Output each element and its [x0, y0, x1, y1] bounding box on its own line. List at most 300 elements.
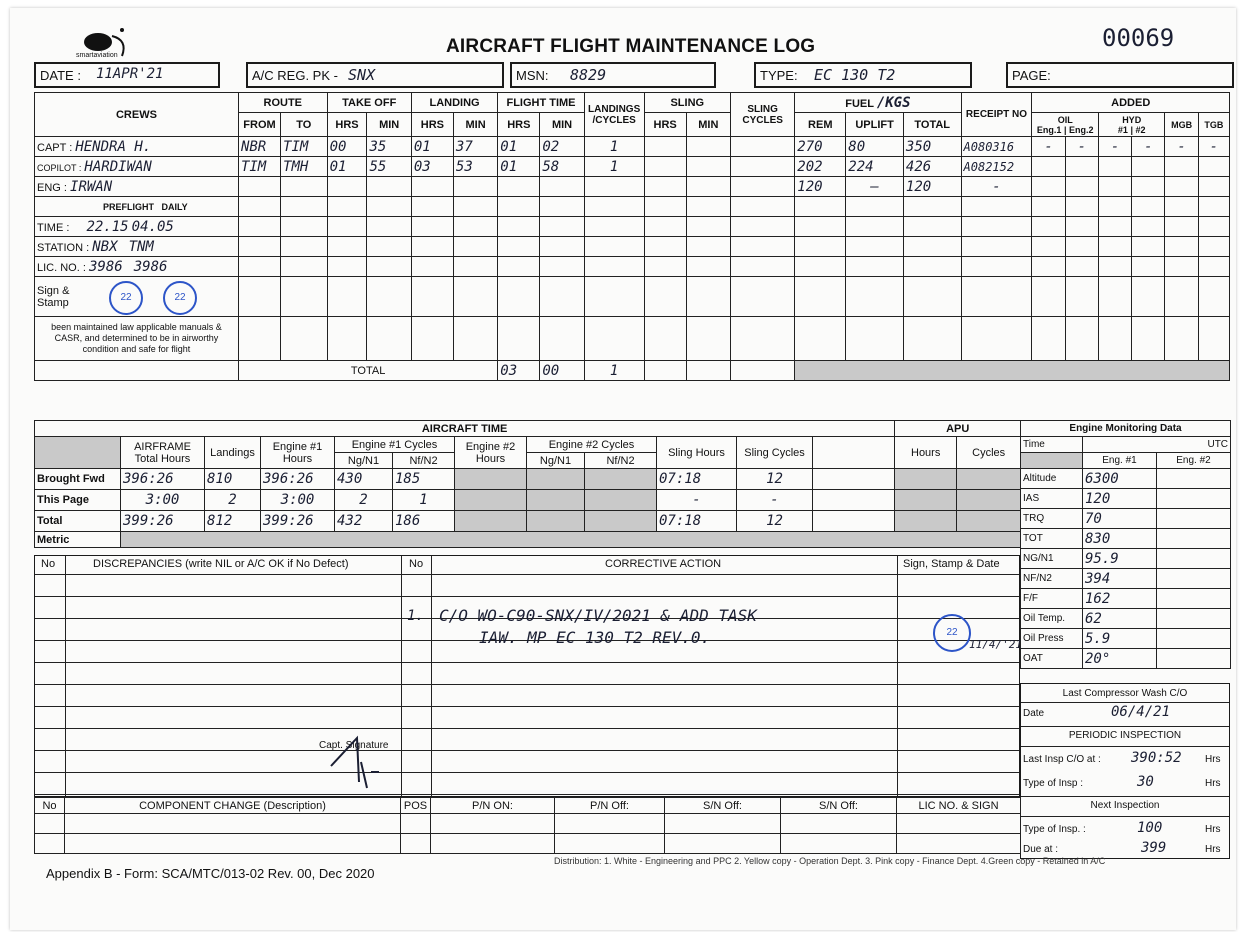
mgb-cell[interactable]: [1165, 157, 1198, 177]
certify-tail: [35, 361, 239, 381]
cc-no-header: No: [35, 798, 65, 814]
ruled-line: [35, 596, 1019, 597]
nf1-cell[interactable]: 185: [393, 469, 455, 490]
to-hrs-cell[interactable]: [327, 177, 367, 197]
sl-min-cell[interactable]: [686, 137, 730, 157]
oil1-cell[interactable]: [1032, 157, 1065, 177]
em-row: [1021, 589, 1231, 609]
total-label: TOTAL: [238, 361, 497, 381]
em-row: [1021, 489, 1231, 509]
time-preflight[interactable]: 22.15: [86, 218, 129, 235]
ng1-cell[interactable]: 2: [335, 490, 393, 511]
lic-daily[interactable]: 3986: [133, 258, 168, 275]
capt-label: CAPT :: [37, 141, 73, 154]
em-label: OAT: [1021, 649, 1083, 669]
mgb-cell[interactable]: -: [1165, 137, 1198, 157]
em-eng2-value[interactable]: [1157, 569, 1231, 589]
sling-cycles-cell[interactable]: 12: [737, 511, 813, 532]
time-label: TIME :: [37, 221, 70, 234]
ac-reg-box: [246, 62, 504, 88]
em-eng2-value[interactable]: [1157, 469, 1231, 489]
discrepancies-section: [34, 555, 1020, 797]
empty-cell: [813, 469, 895, 490]
divider: [65, 556, 66, 796]
uplift-cell[interactable]: 80: [846, 137, 904, 157]
cc-title: COMPONENT CHANGE (Description): [65, 798, 401, 814]
eng1-label: Eng.1: [1036, 124, 1062, 135]
table-row: [35, 469, 1021, 490]
ld-min-cell[interactable]: [453, 177, 497, 197]
eng-label: ENG :: [37, 181, 67, 194]
ruled-line: [35, 684, 1019, 685]
ft-min-cell[interactable]: 02: [540, 137, 584, 157]
sling-hours-cell[interactable]: 07:18: [657, 469, 737, 490]
total-landings[interactable]: 1: [584, 361, 644, 381]
to-min-header: MIN: [367, 113, 411, 137]
sign-date[interactable]: 11/4/'21: [969, 638, 1022, 651]
time-label: Time: [1021, 437, 1083, 453]
em-corner: [1021, 453, 1083, 469]
em-eng2-value[interactable]: [1157, 509, 1231, 529]
station-row: [35, 237, 1230, 257]
crew-eng: [35, 177, 239, 197]
table-row: [35, 532, 1021, 548]
oil-label: OIL: [1057, 114, 1073, 125]
flighttime-header: FLIGHT TIME: [498, 93, 584, 113]
added-header: ADDED: [1032, 93, 1230, 113]
hrs-label: Hrs: [1205, 824, 1221, 835]
ca-no-label: No: [409, 558, 424, 570]
aircraft-time-table: [34, 420, 1021, 548]
ng2-header: Ng/N1: [527, 453, 585, 469]
next-title: Next Inspection: [1090, 800, 1160, 811]
entry-no[interactable]: 1.: [407, 608, 424, 624]
hyd2-cell[interactable]: -: [1132, 137, 1165, 157]
em-eng1-value[interactable]: 20°: [1083, 649, 1157, 669]
type-value[interactable]: EC 130 T2: [814, 66, 896, 84]
sign-cell: [35, 277, 239, 317]
station-daily[interactable]: TNM: [128, 238, 154, 255]
apu-cycles-cell: [957, 511, 1021, 532]
ld-min-cell[interactable]: 53: [453, 157, 497, 177]
ft-min-cell[interactable]: [540, 177, 584, 197]
page-label: PAGE:: [1012, 68, 1051, 83]
receipt-cell[interactable]: A080316: [961, 137, 1032, 157]
em-label: Oil Press: [1021, 629, 1083, 649]
apu-cycles-header: Cycles: [957, 437, 1021, 469]
oil-header: OIL Eng.1 | Eng.2: [1032, 113, 1099, 137]
cc-pn-off-header: P/N Off:: [555, 798, 665, 814]
log-sheet: [10, 8, 1236, 930]
ld-min-cell[interactable]: 37: [453, 137, 497, 157]
nf2-cell: [585, 490, 657, 511]
ld-hrs-cell[interactable]: [411, 177, 453, 197]
eng1-hours-header: Engine #1 Hours: [261, 437, 335, 469]
compressor-title: Last Compressor Wash C/O: [1062, 688, 1188, 699]
next-type-label: Type of Insp. :: [1023, 824, 1086, 835]
cc-sn-off-header: S/N Off:: [665, 798, 781, 814]
from-cell[interactable]: [238, 177, 280, 197]
preflight-label: PREFLIGHT: [103, 201, 154, 212]
ruled-line: [35, 794, 1019, 795]
to-cell[interactable]: TMH: [281, 157, 328, 177]
to-hrs-cell[interactable]: 01: [327, 157, 367, 177]
sl-hrs-cell[interactable]: [644, 177, 686, 197]
em-eng1-value[interactable]: 95.9: [1083, 549, 1157, 569]
em-row: [1021, 509, 1231, 529]
flight-row: [35, 177, 1230, 197]
landings-cell[interactable]: 1: [584, 137, 644, 157]
time-cell: [35, 217, 239, 237]
tgb-cell[interactable]: [1198, 157, 1229, 177]
sign-row: [35, 277, 1230, 317]
to-min-cell[interactable]: 55: [367, 157, 411, 177]
sign-title: Sign, Stamp & Date: [903, 558, 1000, 570]
sling-cycles-cell[interactable]: 12: [737, 469, 813, 490]
capt-value[interactable]: HENDRA H.: [75, 138, 152, 155]
landings-cell[interactable]: 1: [584, 157, 644, 177]
em-eng1-value[interactable]: 5.9: [1083, 629, 1157, 649]
ng2-cell: [527, 490, 585, 511]
hyd1-cell[interactable]: [1098, 157, 1131, 177]
route-header: ROUTE: [238, 93, 327, 113]
uplift-cell[interactable]: —: [846, 177, 904, 197]
em-eng2-value[interactable]: [1157, 649, 1231, 669]
to-hrs-header: HRS: [327, 113, 367, 137]
tgb-cell[interactable]: -: [1198, 137, 1229, 157]
fuel-unit: /KGS: [876, 94, 911, 111]
to-header: TO: [281, 113, 328, 137]
divider: [431, 556, 432, 796]
fuel-total-cell[interactable]: 426: [903, 157, 961, 177]
certify-row: [35, 317, 1230, 361]
date-label: DATE :: [40, 68, 81, 83]
ft-hrs-cell[interactable]: 01: [498, 157, 540, 177]
ld-hrs-cell[interactable]: 03: [411, 157, 453, 177]
oil2-cell[interactable]: [1065, 177, 1098, 197]
engine-monitoring-table: [1020, 420, 1231, 669]
rem-cell[interactable]: 270: [795, 137, 846, 157]
nf2-cell: [585, 511, 657, 532]
landings-cell[interactable]: 810: [205, 469, 261, 490]
ac-reg-label: A/C REG. PK -: [252, 68, 338, 83]
em-row: [1021, 629, 1231, 649]
form-reference: Appendix B - Form: SCA/MTC/013-02 Rev. 00, Dec 2020: [46, 866, 375, 881]
hrs-label: Hrs: [1205, 844, 1221, 855]
fuel-total-cell[interactable]: 350: [903, 137, 961, 157]
divider: [1021, 746, 1229, 747]
page-title: AIRCRAFT FLIGHT MAINTENANCE LOG: [446, 36, 816, 57]
sl-cyc-cell[interactable]: [731, 157, 795, 177]
rem-cell[interactable]: 120: [795, 177, 846, 197]
ft-min-cell[interactable]: 58: [540, 157, 584, 177]
fuel-total-header: TOTAL: [903, 113, 961, 137]
metric-shaded: [121, 532, 1021, 548]
utc-label: UTC: [1083, 437, 1231, 453]
hyd2-cell[interactable]: [1132, 157, 1165, 177]
sl-min-cell[interactable]: [686, 177, 730, 197]
last-insp-value[interactable]: 390:52: [1131, 750, 1182, 766]
em-eng2-value[interactable]: [1157, 529, 1231, 549]
preflight-header-row: [35, 197, 1230, 217]
next-type-value[interactable]: 100: [1137, 820, 1163, 836]
airframe-cell[interactable]: 399:26: [121, 511, 205, 532]
preflight-daily-cell: [35, 197, 239, 217]
type-label: TYPE:: [760, 68, 798, 83]
row-label: Metric: [35, 532, 121, 548]
sl-cyc-cell[interactable]: [731, 177, 795, 197]
em-eng2-value[interactable]: [1157, 489, 1231, 509]
total-ft-hrs[interactable]: 03: [498, 361, 540, 381]
date-value[interactable]: 11APR'21: [96, 66, 164, 82]
eng2-hours-header: Engine #2 Hours: [455, 437, 527, 469]
em-row: [1021, 609, 1231, 629]
rem-header: REM: [795, 113, 846, 137]
form-number: 00069: [1102, 24, 1175, 52]
from-cell[interactable]: NBR: [238, 137, 280, 157]
type-box: [754, 62, 972, 88]
table-row: [35, 511, 1021, 532]
hrs-label: Hrs: [1205, 778, 1221, 789]
total-ft-min[interactable]: 00: [540, 361, 584, 381]
sling-header: SLING: [644, 93, 730, 113]
sl-hrs-cell[interactable]: [644, 157, 686, 177]
em-eng2-value[interactable]: [1157, 549, 1231, 569]
ac-reg-value[interactable]: SNX: [348, 66, 376, 84]
hyd-label: HYD: [1122, 114, 1142, 125]
ld-hrs-header: HRS: [411, 113, 453, 137]
to-min-cell[interactable]: [367, 177, 411, 197]
fuel-header: [795, 93, 961, 113]
time-daily[interactable]: 04.05: [131, 218, 174, 235]
em-eng2-value[interactable]: [1157, 609, 1231, 629]
apu-cycles-cell: [957, 469, 1021, 490]
apu-hours-cell: [895, 490, 957, 511]
engine-monitoring-title: Engine Monitoring Data: [1021, 421, 1231, 437]
inspector-stamp: 22: [109, 281, 143, 315]
em-label: Altitude: [1021, 469, 1083, 489]
to-cell[interactable]: [281, 177, 328, 197]
oil2-cell[interactable]: [1065, 157, 1098, 177]
mgb-cell[interactable]: [1165, 177, 1198, 197]
em-eng2-value[interactable]: [1157, 629, 1231, 649]
fuel-total-cell[interactable]: 120: [903, 177, 961, 197]
eng1-hours-cell[interactable]: 396:26: [261, 469, 335, 490]
em-eng1-value[interactable]: 6300: [1083, 469, 1157, 489]
eng-value[interactable]: IRWAN: [70, 178, 113, 195]
apu-hours-header: Hours: [895, 437, 957, 469]
airframe-cell[interactable]: 396:26: [121, 469, 205, 490]
from-cell[interactable]: TIM: [238, 157, 280, 177]
landings-cell[interactable]: 2: [205, 490, 261, 511]
copilot-label: COPILOT :: [37, 162, 82, 173]
sling-hours-cell[interactable]: 07:18: [657, 511, 737, 532]
empty-cell: [813, 511, 895, 532]
ft-hrs-cell[interactable]: [498, 177, 540, 197]
from-header: FROM: [238, 113, 280, 137]
type-insp-label: Type of Insp :: [1023, 778, 1084, 789]
landings-cell[interactable]: [584, 177, 644, 197]
ruled-line: [35, 772, 1019, 773]
ng1-cell[interactable]: 432: [335, 511, 393, 532]
last-insp-label: Last Insp C/O at :: [1023, 754, 1101, 765]
eng1-hours-cell[interactable]: 399:26: [261, 511, 335, 532]
receipt-header: RECEIPT NO: [961, 93, 1032, 137]
sling-cycles-header: Sling Cycles: [737, 437, 813, 469]
ruled-line: [35, 706, 1019, 707]
uplift-cell[interactable]: 224: [846, 157, 904, 177]
hrs-label: Hrs: [1205, 754, 1221, 765]
eng2-label: Eng.2: [1068, 124, 1094, 135]
oil1-cell[interactable]: [1032, 177, 1065, 197]
divider: [1021, 816, 1229, 817]
due-value[interactable]: 399: [1141, 840, 1167, 856]
row-label: Total: [35, 511, 121, 532]
cc-lic-header: LIC NO. & SIGN: [897, 798, 1021, 814]
uplift-header: UPLIFT: [846, 113, 904, 137]
nf1-cell[interactable]: 1: [393, 490, 455, 511]
eng2-hours-cell: [455, 511, 527, 532]
row-label: Brought Fwd: [35, 469, 121, 490]
engineer-stamp: 22: [933, 614, 971, 652]
em-label: Oil Temp.: [1021, 609, 1083, 629]
periodic-title: PERIODIC INSPECTION: [1068, 730, 1182, 741]
ft-hrs-header: HRS: [498, 113, 540, 137]
em-row: [1021, 649, 1231, 669]
eng2-hours-cell: [455, 490, 527, 511]
to-cell[interactable]: TIM: [281, 137, 328, 157]
eng1-hours-cell[interactable]: 3:00: [261, 490, 335, 511]
apu-title: APU: [895, 421, 1021, 437]
corrective-action-line1[interactable]: C/O WO-C90-SNX/IV/2021 & ADD TASK: [439, 606, 757, 625]
date-box: [34, 62, 220, 88]
eng1-cycles-header: Engine #1 Cycles: [335, 437, 455, 453]
corrective-action-line2[interactable]: IAW. MP EC 130 T2 REV.0.: [479, 628, 711, 647]
hyd1-label: #1: [1117, 124, 1128, 135]
em-label: TOT: [1021, 529, 1083, 549]
divider: [897, 556, 898, 796]
ld-hrs-cell[interactable]: 01: [411, 137, 453, 157]
table-row: [35, 490, 1021, 511]
empty-cell: [813, 490, 895, 511]
ng2-cell: [527, 511, 585, 532]
corner-cell: [35, 437, 121, 469]
station-cell: [35, 237, 239, 257]
lic-label: LIC. NO. :: [37, 261, 86, 274]
landings-cell[interactable]: 812: [205, 511, 261, 532]
logo-text: smartaviation: [76, 52, 118, 59]
em-label: TRQ: [1021, 509, 1083, 529]
em-eng1-value[interactable]: 70: [1083, 509, 1157, 529]
inspection-section: [1020, 683, 1230, 859]
distribution-note: Distribution: 1. White - Engineering and PPC 2. Yellow copy - Operation Dept. 3. Pink copy - Finance Dept. 4.Green copy - Retained in A/C: [554, 856, 1106, 866]
to-min-cell[interactable]: 35: [367, 137, 411, 157]
hyd2-label: #2: [1135, 124, 1146, 135]
ca-title: CORRECTIVE ACTION: [605, 558, 722, 570]
airframe-header: AIRFRAME Total Hours: [121, 437, 205, 469]
landing-header: LANDING: [411, 93, 497, 113]
divider: [1021, 702, 1229, 703]
lic-preflight[interactable]: 3986: [88, 258, 123, 275]
daily-label: DAILY: [161, 201, 188, 212]
ng1-cell[interactable]: 430: [335, 469, 393, 490]
eng2-hours-cell: [455, 469, 527, 490]
em-label: NF/N2: [1021, 569, 1083, 589]
em-eng1-value[interactable]: 162: [1083, 589, 1157, 609]
time-row: [35, 217, 1230, 237]
em-eng1-value[interactable]: 120: [1083, 489, 1157, 509]
em-row: [1021, 469, 1231, 489]
sl-min-header: MIN: [686, 113, 730, 137]
sl-min-cell[interactable]: [686, 157, 730, 177]
landings-header: Landings: [205, 437, 261, 469]
to-hrs-cell[interactable]: 00: [327, 137, 367, 157]
airframe-cell[interactable]: 3:00: [121, 490, 205, 511]
copilot-value[interactable]: HARDIWAN: [84, 158, 152, 175]
sling-hours-header: Sling Hours: [657, 437, 737, 469]
oil2-cell[interactable]: -: [1065, 137, 1098, 157]
hyd1-cell[interactable]: [1098, 177, 1131, 197]
station-label: STATION :: [37, 241, 90, 254]
empty-header: [813, 437, 895, 469]
sling-cycles-cell[interactable]: -: [737, 490, 813, 511]
ft-hrs-cell[interactable]: 01: [498, 137, 540, 157]
em-label: F/F: [1021, 589, 1083, 609]
sl-cyc-cell[interactable]: [731, 137, 795, 157]
nf2-header: Nf/N2: [585, 453, 657, 469]
flight-row: [35, 137, 1230, 157]
compressor-date-value[interactable]: 06/4/21: [1111, 704, 1171, 720]
total-row: [35, 361, 1230, 381]
hyd2-cell[interactable]: [1132, 177, 1165, 197]
shaded-area: [795, 361, 1230, 381]
divider: [401, 556, 402, 796]
em-eng1-value[interactable]: 830: [1083, 529, 1157, 549]
nf1-cell[interactable]: 186: [393, 511, 455, 532]
receipt-cell[interactable]: A082152: [961, 157, 1032, 177]
fuel-label: FUEL: [845, 97, 874, 110]
em-label: IAS: [1021, 489, 1083, 509]
sl-hrs-cell[interactable]: [644, 137, 686, 157]
cc-pn-on-header: P/N ON:: [431, 798, 555, 814]
apu-cycles-cell: [957, 490, 1021, 511]
em-eng1-value[interactable]: 62: [1083, 609, 1157, 629]
type-insp-value[interactable]: 30: [1137, 774, 1154, 790]
em-row: [1021, 549, 1231, 569]
rem-cell[interactable]: 202: [795, 157, 846, 177]
msn-value[interactable]: 8829: [570, 66, 607, 84]
disc-no-label: No: [41, 558, 56, 570]
em-eng1-value[interactable]: 394: [1083, 569, 1157, 589]
tgb-cell[interactable]: [1198, 177, 1229, 197]
msn-box: [510, 62, 716, 88]
divider: [1021, 796, 1229, 797]
hyd1-cell[interactable]: -: [1098, 137, 1131, 157]
ruled-line: [35, 750, 1019, 751]
page-box: [1006, 62, 1234, 88]
sl-hrs-header: HRS: [644, 113, 686, 137]
sling-hours-cell[interactable]: -: [657, 490, 737, 511]
receipt-cell[interactable]: -: [961, 177, 1032, 197]
ng2-cell: [527, 469, 585, 490]
oil1-cell[interactable]: -: [1032, 137, 1065, 157]
station-preflight[interactable]: NBX: [92, 238, 118, 255]
company-logo: [70, 26, 140, 64]
crews-header: CREWS: [35, 93, 239, 137]
em-eng2-value[interactable]: [1157, 589, 1231, 609]
nf1-header: Nf/N2: [393, 453, 455, 469]
takeoff-header: TAKE OFF: [327, 93, 411, 113]
